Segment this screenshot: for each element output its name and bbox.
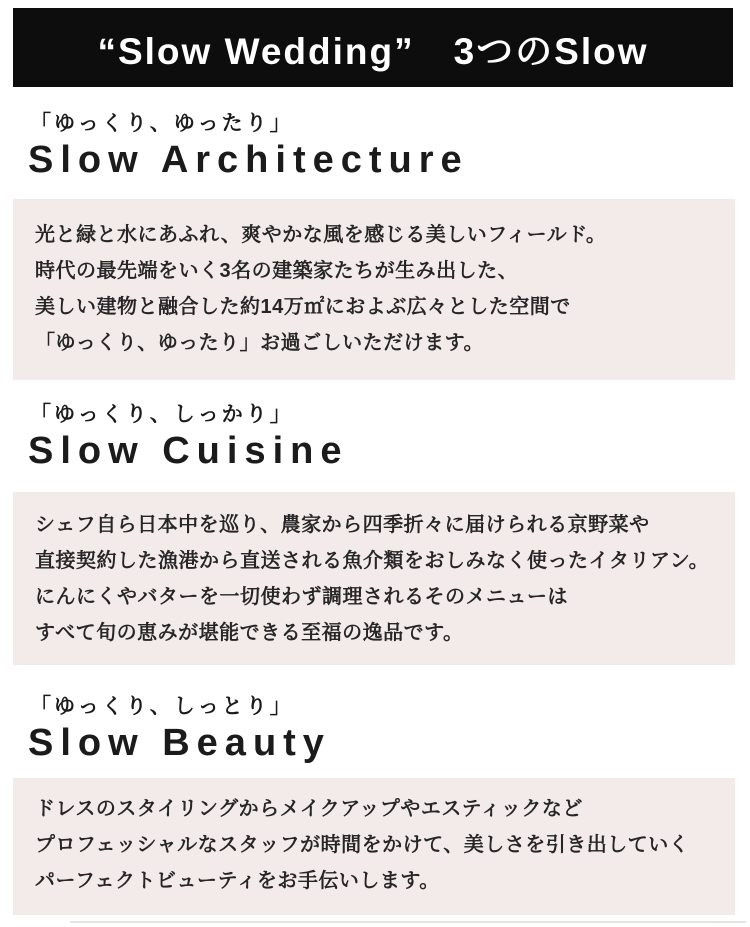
body-line: パーフェクトビューティをお手伝いします。: [35, 870, 440, 892]
body-line: 直接契約した漁港から直送される魚介類をおしみなく使ったイタリアン。: [35, 550, 710, 572]
section-slow-beauty-subtitle: 「ゆっくり、しっとり」: [30, 695, 294, 718]
section-slow-architecture-body-panel: [13, 199, 735, 380]
section-slow-cuisine-subtitle: 「ゆっくり、しっかり」: [30, 403, 294, 426]
header-banner: [13, 8, 733, 87]
section-slow-architecture-title: Slow Architecture: [28, 139, 469, 181]
section-slow-beauty-body-panel: [13, 778, 735, 915]
body-line: すべて旬の恵みが堪能できる至福の逸品です。: [35, 622, 464, 644]
body-line: プロフェッシャルなスタッフが時間をかけて、美しさを引き出していく: [35, 834, 690, 856]
body-line: シェフ自ら日本中を巡り、農家から四季折々に届けられる京野菜や: [35, 514, 650, 536]
body-line: にんにくやバターを一切使わず調理されるそのメニューは: [35, 586, 568, 608]
body-line: 光と緑と水にあふれ、爽やかな風を感じる美しいフィールド。: [35, 224, 607, 246]
page-title: “Slow Wedding” 3つのSlow: [97, 30, 649, 72]
section-slow-architecture-subtitle: 「ゆっくり、ゆったり」: [30, 112, 294, 135]
section-slow-cuisine-title: Slow Cuisine: [28, 430, 349, 472]
section-slow-beauty-title: Slow Beauty: [28, 722, 331, 764]
bottom-divider: [70, 921, 746, 923]
body-line: ドレスのスタイリングからメイクアップやエスティックなど: [35, 798, 583, 820]
body-line: 「ゆっくり、ゆったり」お過ごしいただけます。: [35, 332, 484, 354]
body-line: 美しい建物と融合した約14万㎡におよぶ広々とした空間で: [35, 296, 571, 318]
body-line: 時代の最先端をいく3名の建築家たちが生み出した、: [35, 260, 519, 282]
section-slow-cuisine-body-panel: [13, 492, 735, 665]
